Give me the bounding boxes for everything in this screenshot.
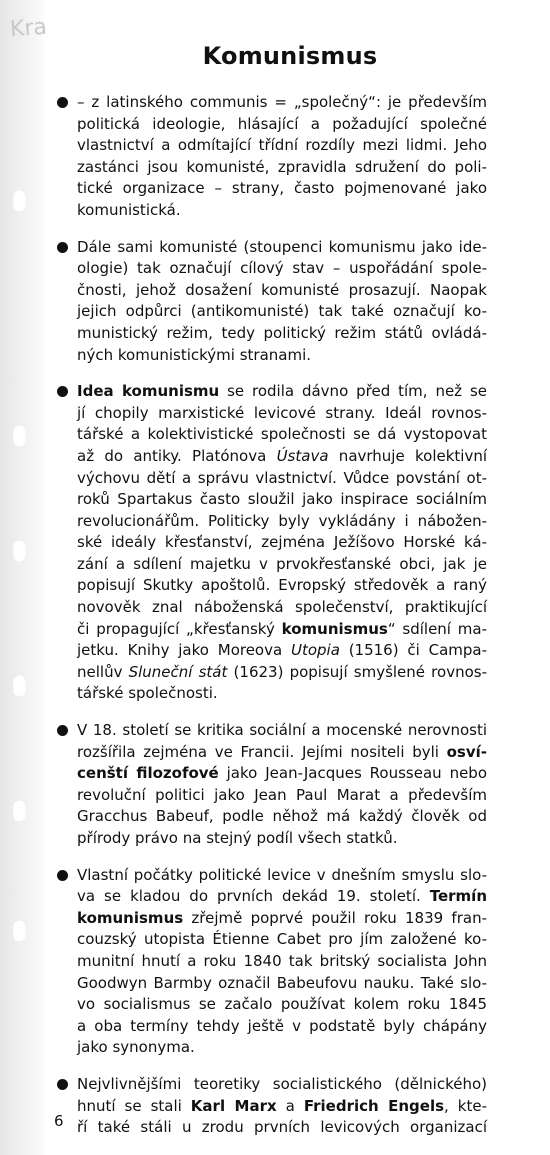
- text-line: přírody právo na stejný podíl všech statků.: [77, 829, 398, 847]
- text-line: ologie) tak označují cílový stav – uspořádání spole-: [77, 259, 487, 278]
- page-number: 6: [54, 1112, 64, 1130]
- text-line: tické organizace – strany, často pojmenované jako: [77, 179, 487, 198]
- text-line: politická ideologie, hlásající a požadující společné: [77, 114, 487, 133]
- bullet-icon: [57, 242, 68, 253]
- page-title: Komunismus: [202, 42, 378, 70]
- text-line: va se kladou do prvních dekád 19. století. Termín: [77, 887, 487, 906]
- text-line: revoluční politici jako Jean Paul Marat a především: [77, 785, 487, 804]
- text-line: tářské a kolektivistické společnosti se dá vystopovat: [77, 425, 487, 444]
- text-line: komunistická.: [77, 200, 181, 219]
- text-line: nellův Sluneční stát (1623) popisují smyšlené rovnos-: [77, 662, 487, 681]
- paragraph: [55, 720, 487, 850]
- text-line: couzský utopista Étienne Cabet pro jím založené ko-: [77, 930, 487, 949]
- punch-hole: [13, 190, 26, 212]
- text-line: Nejvlivnějšími teoretiky socialistického (dělnického): [77, 1074, 487, 1093]
- paragraph: [55, 1074, 487, 1139]
- text-line: čnosti, jehož dosažení komunisté prosazují. Naopak: [77, 280, 487, 299]
- paragraph: [55, 381, 487, 705]
- text-line: ské ideály křesťanství, zejména Ježíšovo Horské ká-: [77, 533, 487, 552]
- text-line: výchovu dětí a správu vlastnictví. Vůdce povstání ot-: [77, 468, 487, 487]
- text-line: jetku. Knihy jako Moreova Utopia (1516) či Campa-: [77, 641, 487, 660]
- punch-hole: [13, 675, 26, 697]
- text-line: Idea komunismu se rodila dávno před tím, než se: [77, 382, 487, 401]
- text-line: jí chopily marxistické levicové strany. Ideál rovnos-: [77, 403, 487, 422]
- punch-hole: [13, 540, 26, 562]
- punch-hole: [13, 920, 26, 942]
- text-line: rozšířila zejména ve Francii. Jejími nositeli byli osví-: [77, 742, 487, 761]
- text-line: Dále sami komunisté (stoupenci komunismu jako ide-: [77, 237, 487, 256]
- bullet-icon: [57, 1079, 68, 1090]
- text-line: jako synonyma.: [77, 1038, 195, 1057]
- text-line: – z latinského communis = „společný“: je především: [77, 93, 487, 111]
- text-line: revolucionářům. Politicky byly vykládány i nábožen-: [77, 511, 487, 530]
- punch-hole: [13, 800, 26, 822]
- text-line: ří také stáli u zrodu prvních levicových organizací: [77, 1118, 487, 1137]
- text-line: Goodwyn Barmby označil Babeufovu nauku. Také slo-: [77, 973, 487, 992]
- text-line: či propagující „křesťanský komunismus“ sdílení ma-: [77, 619, 487, 638]
- binding-margin: [0, 0, 44, 1155]
- paragraph: [55, 92, 487, 222]
- text-line: munitní hnutí a roku 1840 tak britský socialista John: [77, 951, 487, 970]
- bullet-icon: [57, 97, 68, 108]
- text-line: zastánci jsou komunisté, zpravidla sdružení do poli-: [77, 157, 487, 176]
- text-line: a oba termíny tehdy ještě v podstatě byly chápány: [77, 1016, 487, 1035]
- text-line: V 18. století se kritika sociální a mocenské nerovnosti: [77, 721, 487, 740]
- bullet-icon: [57, 725, 68, 736]
- text-line: vo socialismus se začalo používat kolem roku 1845: [77, 995, 487, 1014]
- text-line: Vlastní počátky politické levice v dnešním smyslu slo-: [77, 865, 487, 884]
- bullet-icon: [57, 870, 68, 881]
- punch-hole: [13, 425, 26, 447]
- text-line: munistický režim, tedy politický režim států ovládá-: [77, 323, 487, 342]
- text-line: hnutí se stali Karl Marx a Friedrich Engels, kte-: [77, 1096, 487, 1115]
- text-line: Gracchus Babeuf, podle něhož má každý člověk od: [77, 807, 487, 826]
- article-body: [55, 92, 487, 1154]
- paragraph: [55, 237, 487, 367]
- text-line: vlastnictví a odmítající třídní rozdíly mezi lidmi. Jeho: [77, 136, 487, 155]
- bullet-icon: [57, 386, 68, 397]
- text-line: komunismus zřejmě poprvé použil roku 1839 fran-: [77, 908, 487, 927]
- text-line: novověk znal náboženská společenství, praktikující: [77, 598, 487, 617]
- paragraph: [55, 865, 487, 1059]
- faded-stamp: Kra: [9, 14, 48, 43]
- text-line: až do antiky. Platónova Ústava navrhuje kolektivní: [77, 446, 488, 465]
- text-line: zání a sdílení majetku v prvokřesťanské obci, jak je: [77, 554, 487, 573]
- text-line: ných komunistickými stranami.: [77, 345, 312, 364]
- text-line: cenští filozofové jako Jean-Jacques Rousseau nebo: [77, 764, 488, 783]
- text-line: roků Spartakus často sloužil jako inspirace sociálním: [77, 490, 487, 509]
- text-line: tářské společnosti.: [77, 684, 218, 703]
- text-line: jejich odpůrci (antikomunisté) tak také označují ko-: [77, 302, 487, 321]
- text-line: popisují Skutky apoštolů. Evropský středověk a raný: [77, 576, 487, 595]
